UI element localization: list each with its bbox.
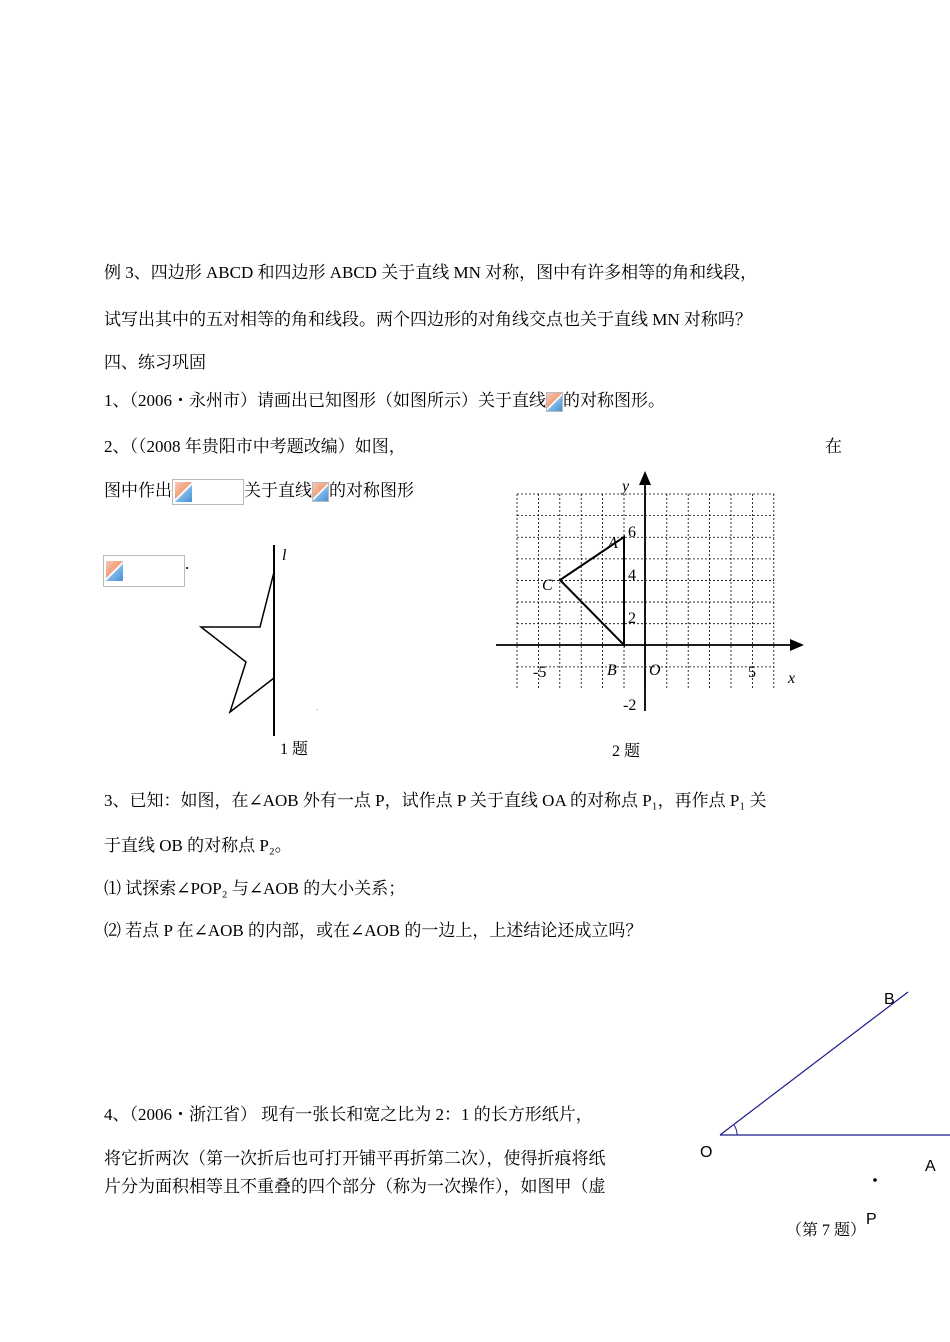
broken-image-icon [106,561,123,581]
question-3-sub2: ⑵ 若点 P 在∠AOB 的内部，或在∠AOB 的一边上，上述结论还成立吗？ [104,921,643,940]
question-2-right-word: 在 [825,437,842,456]
example3-line1: 例 3、四边形 ABCD 和四边形 ABCD 关于直线 MN 对称，图中有许多相等的角和线段， [104,263,758,282]
figure-1 [190,540,350,770]
label-P: P [866,1211,877,1228]
angle-arc [734,1125,737,1135]
figure-7 [690,975,950,1245]
broken-image-icon [175,482,192,502]
question-1 [104,390,665,412]
question-2-line3 [103,555,189,587]
section-title: 四、练习巩固 [104,353,206,372]
point-B-label: B [607,662,617,679]
label-A: A [925,1158,936,1175]
broken-image-icon [312,482,329,502]
x-axis-arrow [790,639,804,651]
point-A-label: A [608,535,618,552]
label-B: B [884,991,895,1008]
triangle-ABC [560,537,624,645]
question-2-text-c: 的对称图形 [329,480,414,500]
question-2-text-a: 图中作出 [104,480,172,500]
tick-label-6: 6 [628,524,636,541]
question-3-sub1: ⑴ 试探索∠POP₂ 与∠AOB 的大小关系； [104,879,406,898]
ray-OB [720,992,908,1135]
origin-label: O [649,662,661,679]
image-placeholder-box [103,555,185,587]
tick-label-5: 5 [748,664,756,681]
point-C-label: C [542,577,553,594]
figure-2-caption: 2 题 [612,743,641,760]
question-2-line2 [104,479,414,505]
y-axis-label: y [622,478,630,495]
question-4-line3: 片分为面积相等且不重叠的四个部分（称为一次操作），如图甲（虚 [104,1177,606,1196]
tick-label-4: 4 [628,567,636,584]
question-2-text-b: 关于直线 [244,480,312,500]
example3-line2: 试写出其中的五对相等的角和线段。两个四边形的对角线交点也关于直线 MN 对称吗？ [104,310,752,329]
tick-label-neg5: -5 [533,664,547,681]
line-l-label: l [282,547,287,564]
question-1-text-end: 的对称图形。 [563,391,665,410]
broken-image-icon [546,392,563,412]
tick-label-2: 2 [628,610,636,627]
x-axis-label: x [788,670,796,687]
half-star-shape [201,572,274,712]
figure-1-caption: 1 题 [280,741,309,758]
question-3-line1: 3、已知：如图，在∠AOB 外有一点 P，试作点 P 关于直线 OA 的对称点 P₁，再作点 P₁ 关 [104,791,767,810]
question-4-line2: 将它折两次（第一次折后也可打开铺平再折第二次），使得折痕将纸 [104,1149,606,1168]
figure-2 [490,465,810,765]
tick-label-neg2: -2 [623,697,637,714]
question-4-line1: 4、（2006・浙江省） 现有一张长和宽之比为 2：1 的长方形纸片， [104,1105,593,1124]
point-P [873,1178,877,1182]
svg-text:`: ` [316,708,319,717]
label-O: O [700,1144,713,1161]
image-placeholder-box [172,479,244,505]
y-axis-arrow [639,471,651,485]
question-1-text: 1、（2006・永州市）请画出已知图形（如图所示）关于直线 [104,391,546,410]
question-3-line2: 于直线 OB 的对称点 P₂。 [104,836,292,855]
figure-7-caption: （第 7 题） [786,1222,867,1239]
question-2-dot: . [185,553,190,573]
question-2-line1: 2、（（2008 年贵阳市中考题改编）如图， [104,437,406,456]
